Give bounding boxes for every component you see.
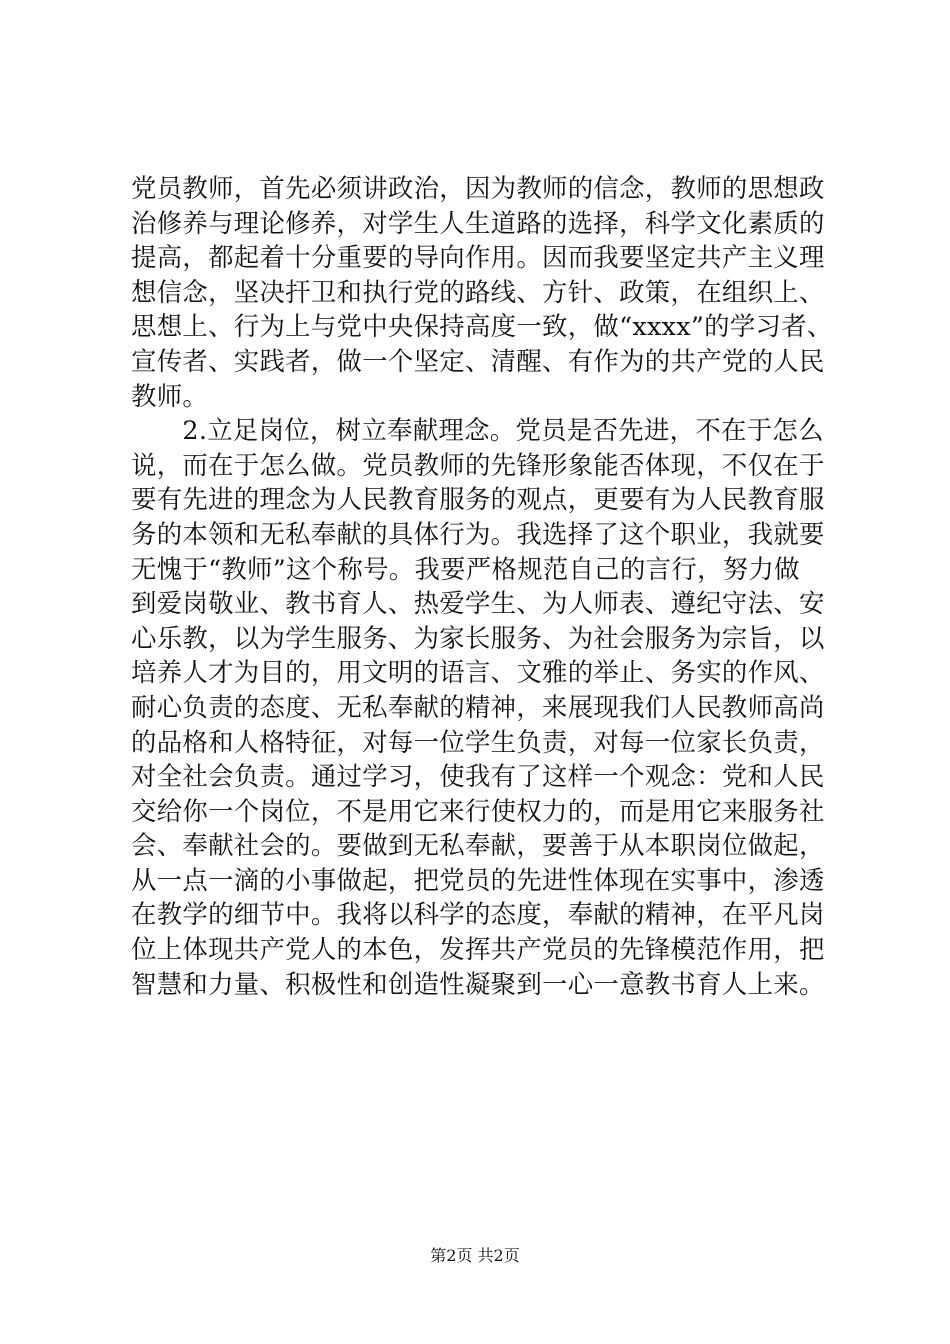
text-line: 会、奉献社会的。要做到无私奉献，要善于从本职岗位做起， [131,830,825,861]
text-line: 培养人才为目的，用文明的语言、文雅的举止、务实的作风、 [131,657,825,688]
text-line: 务的本领和无私奉献的具体行为。我选择了这个职业，我就要 [131,518,825,549]
text-line: 的品格和人格特征，对每一位学生负责，对每一位家长负责， [131,726,825,757]
text-line: 位上体现共产党人的本色，发挥共产党员的先锋模范作用，把 [131,934,825,965]
text-line: 治修养与理论修养，对学生人生道路的选择，科学文化素质的 [131,207,825,238]
text-line: 对全社会负责。通过学习，使我有了这样一个观念：党和人民 [131,761,825,792]
text-line: 要有先进的理念为人民教育服务的观点，更要有为人民教育服 [131,484,825,515]
text-line: 提高，都起着十分重要的导向作用。因而我要坚定共产主义理 [131,242,825,273]
text-line: 心乐教，以为学生服务、为家长服务、为社会服务为宗旨，以 [131,622,825,653]
text-line: 在教学的细节中。我将以科学的态度，奉献的精神，在平凡岗 [131,899,825,930]
text-line: 2.立足岗位，树立奉献理念。党员是否先进，不在于怎么 [131,415,824,446]
text-line: 思想上、行为上与党中央保持高度一致，做“xxxx”的学习者、 [131,311,833,342]
text-line: 想信念，坚决扞卫和执行党的路线、方针、政策，在组织上、 [131,276,825,307]
text-line: 说，而在于怎么做。党员教师的先锋形象能否体现，不仅在于 [131,449,825,480]
text-line: 无愧于“教师”这个称号。我要严格规范自己的言行，努力做 [131,553,800,584]
text-line: 到爱岗敬业、教书育人、热爱学生、为人师表、遵纪守法、安 [131,588,825,619]
text-line: 宣传者、实践者，做一个坚定、清醒、有作为的共产党的人民 [131,345,825,376]
page-number-footer: 第2页 共2页 [430,1246,520,1265]
text-line: 教师。 [131,380,209,411]
text-line: 交给你一个岗位，不是用它来行使权力的，而是用它来服务社 [131,795,825,826]
text-line: 党员教师，首先必须讲政治，因为教师的信念，教师的思想政 [131,173,825,203]
text-line: 智慧和力量、积极性和创造性凝聚到一心一意教书育人上来。 [131,968,825,999]
text-line: 耐心负责的态度、无私奉献的精神，来展现我们人民教师高尚 [131,691,825,722]
text-line: 从一点一滴的小事做起，把党员的先进性体现在实事中，渗透 [131,864,825,895]
body-text [131,171,831,1001]
